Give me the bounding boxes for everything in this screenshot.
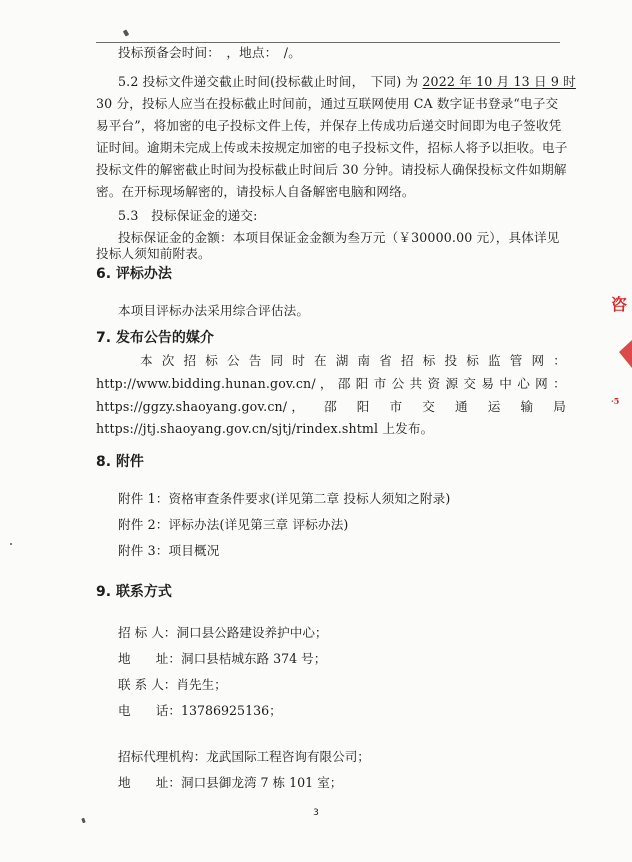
contact-person: 联 系 人：肖先生； (118, 677, 227, 692)
sec7-line2-token: 交 (463, 376, 477, 391)
contact-address: 地 址：洞口县桔城东路 374 号； (118, 651, 327, 666)
deadline-date: 2022 年 10 月 13 日 9 时 (422, 74, 576, 89)
page-number: 3 (313, 808, 319, 818)
sec5-2-line-4: 证时间。逾期未完成上传或未按规定加密的电子投标文件，招标人将予以拒收。电子 (96, 140, 568, 155)
sec7-line2-token: 公 (391, 376, 405, 391)
attachment-1: 附件 1：资格审查条件要求(详见第二章 投标人须知之附录) (118, 491, 451, 506)
sec7-line3-token: 市 (389, 399, 403, 414)
sec7-line1-token: 标 (422, 353, 436, 368)
sec5-3-heading: 5.3 投标保证金的递交: (118, 208, 258, 223)
sec7-line2-token: 资 (427, 376, 441, 391)
sec7-line1-token: 在 (314, 353, 327, 368)
sec7-line2-token: 市 (373, 376, 387, 391)
sec7-line3-token: 运 (487, 399, 501, 414)
sec7-line2-token: 心 (517, 376, 530, 391)
sec5-2-line-3: 易平台”，将加密的电子投标文件上传，并保存上传成功后递交时间即为电子签收凭 (96, 118, 562, 133)
sec7-line2-token: 源 (445, 376, 459, 391)
sec7-line1-token: 投 (444, 353, 458, 368)
sec7-line3-token: https://ggzy.shaoyang.gov.cn/ ， (96, 399, 305, 414)
sec5-3-line-1: 投标保证金的金额：本项目保证金金额为叁万元（￥30000.00 元），具体详见 (118, 230, 560, 245)
section-6-heading: 6. 评标办法 (96, 266, 172, 282)
sec7-line1-token: 标 (466, 353, 479, 368)
sec7-line3-token: 局 (553, 399, 566, 414)
sec7-line3-token: 邵 (324, 399, 337, 414)
scan-speck (81, 818, 86, 824)
sec7-line1-token: 次 (161, 353, 175, 368)
sec7-line1-token: 同 (270, 353, 284, 368)
sec7-line3-token: 通 (455, 399, 468, 414)
sec7-line2-token: 共 (409, 376, 423, 391)
sec7-line2-token: ： (553, 376, 566, 391)
sec7-line1-token: 网 (531, 353, 545, 368)
section-7-heading: 7. 发布公告的媒介 (96, 330, 214, 346)
sec7-line1-token: 南 (357, 353, 371, 368)
sec7-line3-token: 输 (520, 399, 534, 414)
agency-name: 招标代理机构：龙武国际工程咨询有限公司； (118, 749, 370, 764)
sec7-line2-token: 易 (481, 376, 495, 391)
sec7-line1-token: 公 (227, 353, 240, 368)
sec7-line2-token: 邵 (337, 376, 351, 391)
sec7-line2-token: 网 (535, 376, 548, 391)
contact-phone: 电 话：13786925136； (118, 703, 282, 718)
attachment-2: 附件 2：评标办法(详见第三章 评标办法) (118, 517, 349, 532)
sec7-line1-token: 时 (292, 353, 305, 368)
section-9-heading: 9. 联系方式 (96, 584, 172, 600)
sec7-line3-token: 交 (422, 399, 436, 414)
sec5-2-line-2: 30 分，投标人应当在投标截止时间前，通过互联网使用 CA 数字证书登录“电子交 (96, 96, 559, 111)
sec7-line1-token: 省 (379, 353, 392, 368)
agency-address: 地 址：洞口县御龙湾 7 栋 101 室； (118, 775, 343, 790)
sec7-line1-token: ： (553, 353, 566, 368)
sec7-line1-token: 监 (488, 353, 501, 368)
prebid-meeting-line: 投标预备会时间： ，地点： /。 (118, 45, 301, 60)
scan-speck (123, 29, 129, 36)
contact-bidder: 招 标 人：洞口县公路建设养护中心； (118, 625, 328, 640)
sec5-2-lead: 5.2 投标文件递交截止时间(投标截止时间， 下同) 为 (118, 74, 423, 89)
sec7-line1-token: 告 (248, 353, 262, 368)
sec5-2-line-6: 密。在开标现场解密的，请投标人自备解密电脑和网络。 (96, 184, 415, 199)
sec7-line3-token: 阳 (356, 399, 370, 414)
seal-fragment: ·5 (611, 396, 620, 406)
sec5-2-line-5: 投标文件的解密截止时间为投标截止时间后 30 分钟。请投标人确保投标文件如期解 (96, 162, 567, 177)
sec7-line1-token: 管 (509, 353, 523, 368)
sec7-line1-token: 招 (183, 353, 197, 368)
sec7-line1-token: 招 (401, 353, 414, 368)
sec5-2-line-1 (118, 71, 576, 92)
sec7-line1-token: 本 (140, 353, 153, 368)
sec7-line1-token: 标 (205, 353, 218, 368)
sec7-line2-token: 阳 (355, 376, 369, 391)
section-6-text: 本项目评标办法采用综合评估法。 (118, 303, 310, 318)
scan-speck (10, 543, 12, 545)
attachment-3: 附件 3：项目概况 (118, 543, 220, 558)
section-8-heading: 8. 附件 (96, 454, 144, 470)
sec5-3-line-2: 投标人须知前附表。 (96, 246, 211, 261)
sec7-line2-token: 中 (499, 376, 512, 391)
sec7-line-4: https://jtj.shaoyang.gov.cn/sjtj/rindex.shtml 上发布。 (96, 421, 434, 436)
sec7-line2-token: http://www.bidding.hunan.gov.cn/ ， (96, 376, 333, 391)
sec7-line-2 (96, 373, 566, 394)
sec7-line-1 (140, 350, 566, 371)
seal-char-1: 咨 (611, 295, 628, 314)
sec7-line-3 (96, 396, 566, 417)
sec7-line1-token: 湖 (335, 353, 349, 368)
seal-star-icon (611, 338, 632, 370)
